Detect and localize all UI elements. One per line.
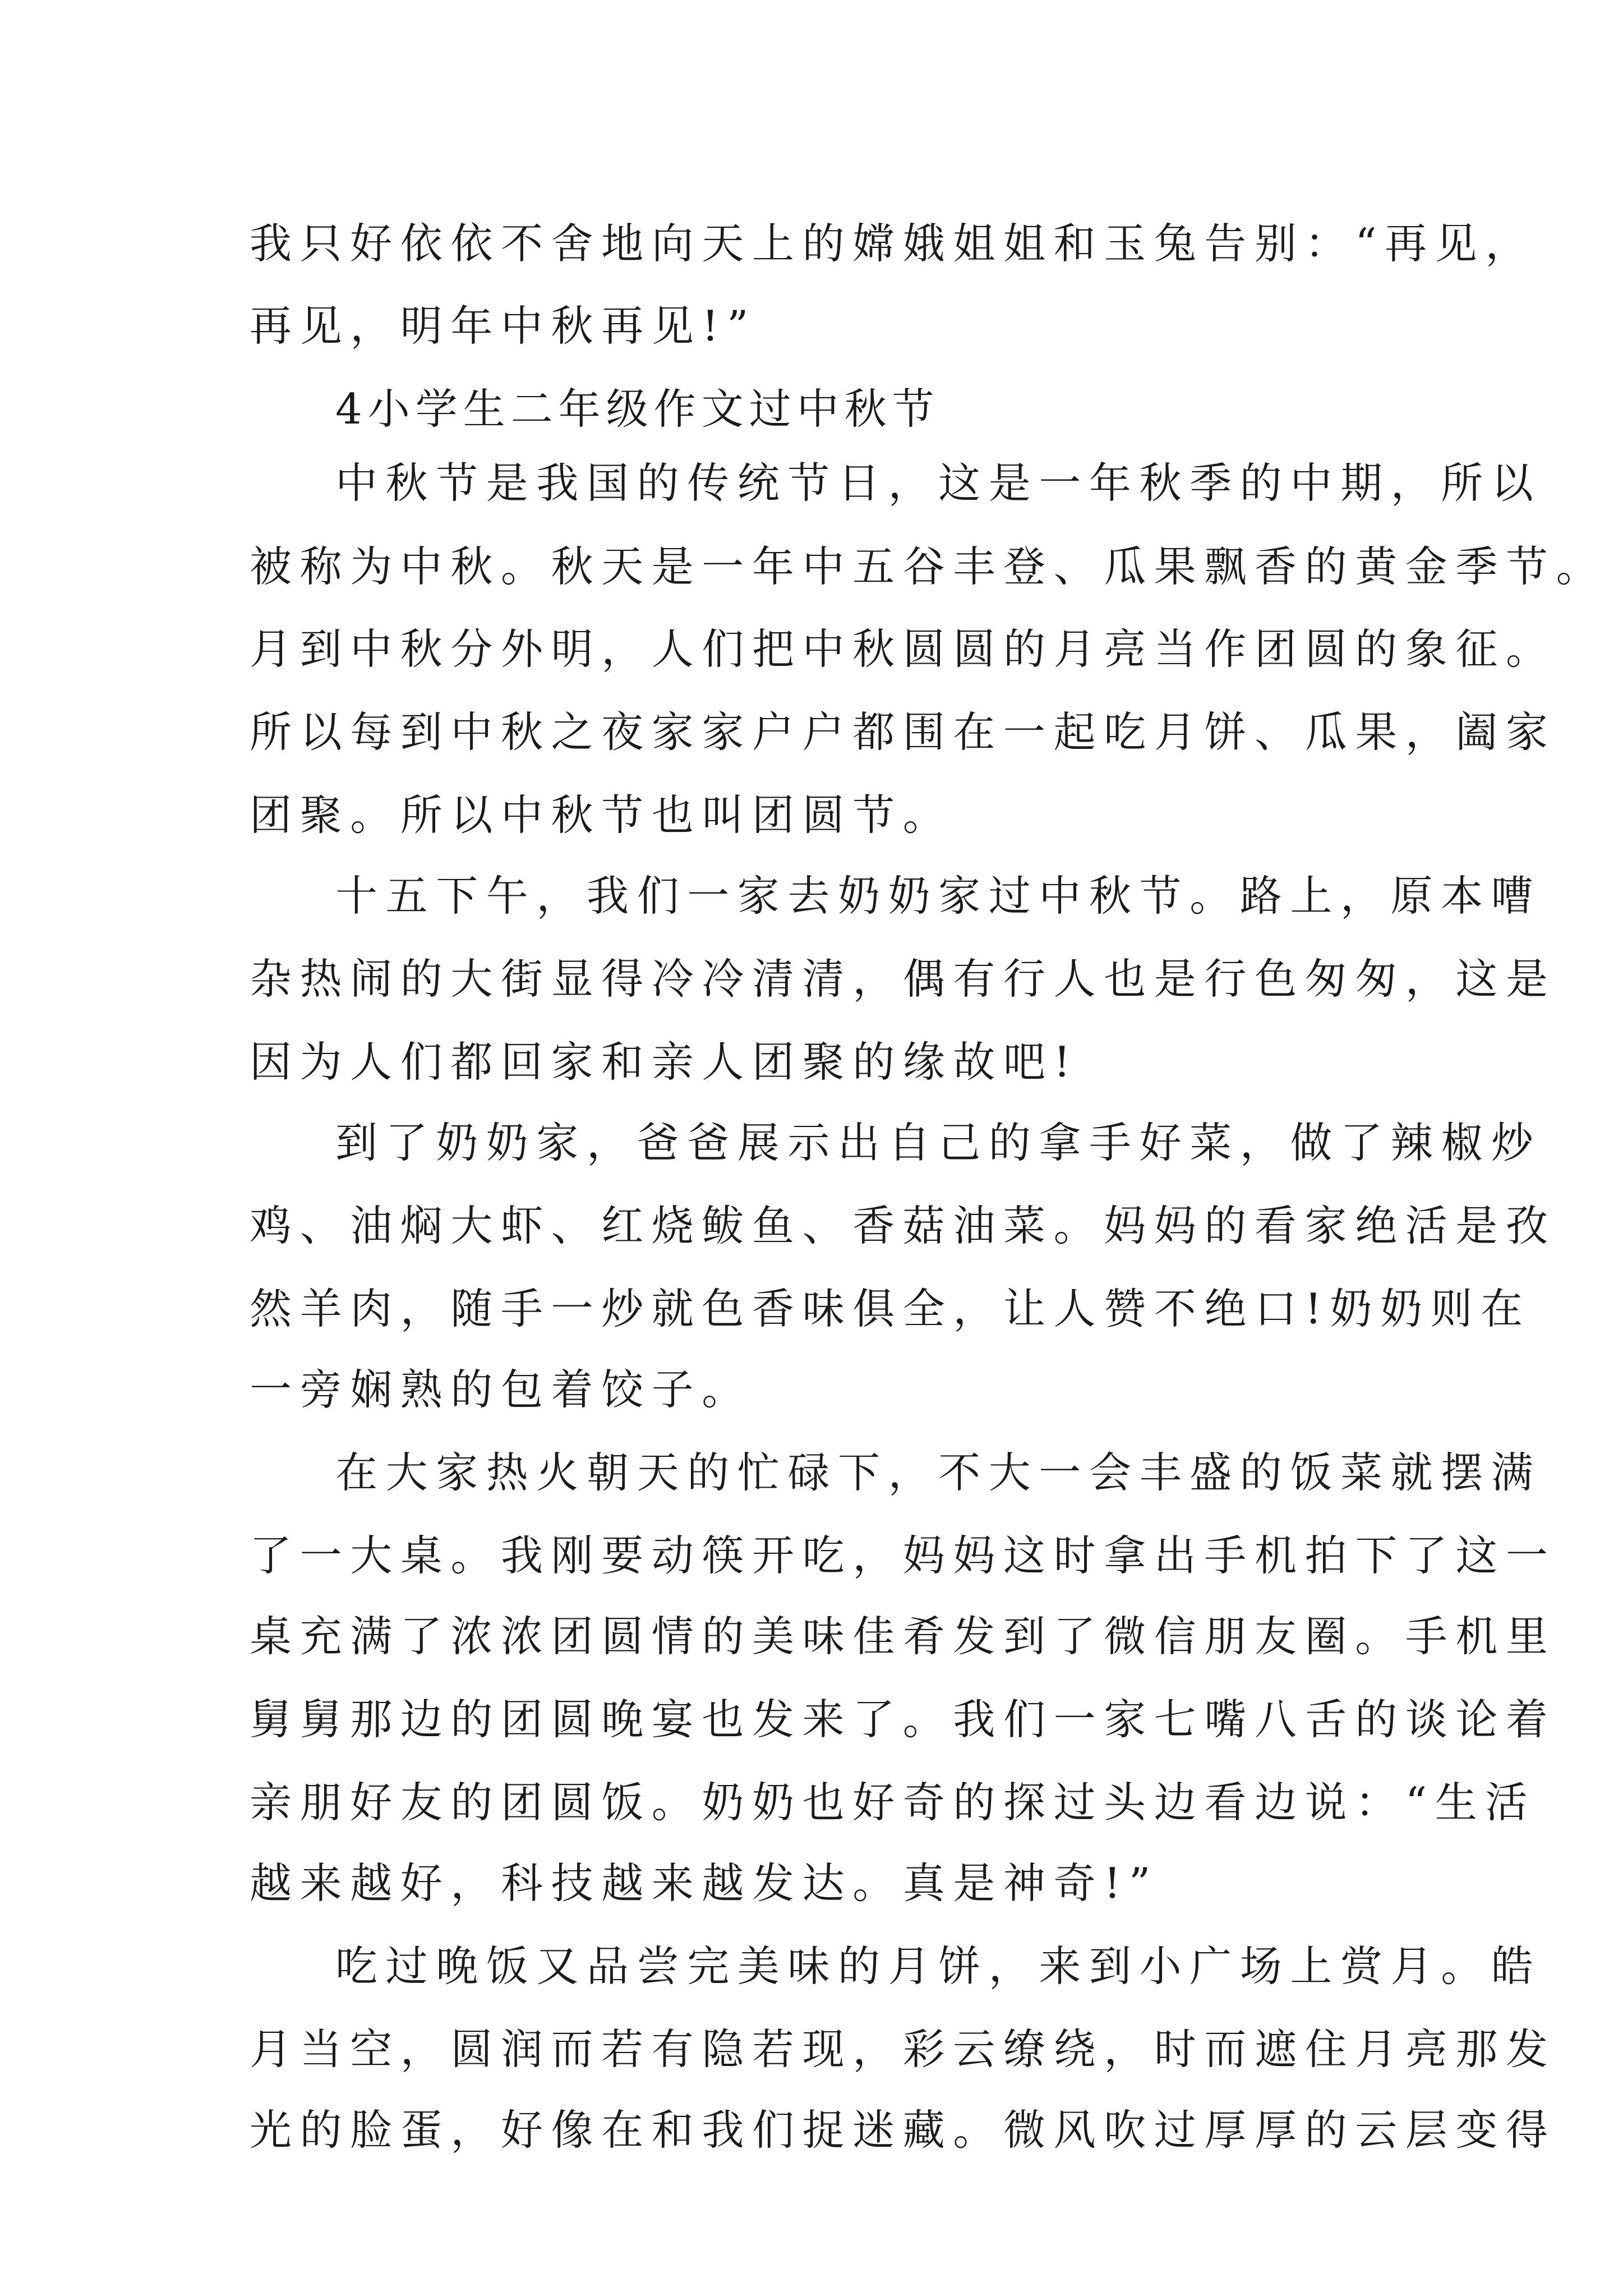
text-line: 越来越好，科技越来越发达。真是神奇!” xyxy=(250,1858,1159,1908)
text-line: 团聚。所以中秋节也叫团圆节。 xyxy=(250,790,953,840)
section-heading: 4小学生二年级作文过中秋节 xyxy=(335,384,940,434)
text-line: 杂热闹的大街显得冷冷清清，偶有行人也是行色匆匆，这是 xyxy=(250,954,1556,1004)
text-line: 亲朋好友的团圆饭。奶奶也好奇的探过头边看边说：“生活 xyxy=(250,1778,1536,1827)
text-line: 桌充满了浓浓团圆情的美味佳肴发到了微信朋友圈。手机里 xyxy=(250,1612,1556,1661)
text-line: 舅舅那边的团圆晚宴也发来了。我们一家七嘴八舌的谈论着 xyxy=(250,1695,1556,1744)
text-line: 再见，明年中秋再见!” xyxy=(250,301,757,351)
text-line: 月当空，圆润而若有隐若现，彩云缭绕，时而遮住月亮那发 xyxy=(250,2024,1556,2074)
text-line: 月到中秋分外明，人们把中秋圆圆的月亮当作团圆的象征。 xyxy=(250,624,1556,674)
text-line: 然羊肉，随手一炒就色香味俱全，让人赞不绝口!奶奶则在 xyxy=(250,1284,1531,1333)
text-line: 中秋节是我国的传统节日，这是一年秋季的中期，所以 xyxy=(335,458,1542,508)
text-line: 鸡、油焖大虾、红烧鲅鱼、香菇油菜。妈妈的看家绝活是孜 xyxy=(250,1201,1556,1250)
text-line: 吃过晚饭又品尝完美味的月饼，来到小广场上赏月。皓 xyxy=(335,1941,1542,1991)
text-line: 光的脸蛋，好像在和我们捉迷藏。微风吹过厚厚的云层变得 xyxy=(250,2105,1556,2155)
text-line: 到了奶奶家，爸爸展示出自己的拿手好菜，做了辣椒炒 xyxy=(335,1118,1542,1167)
text-line: 所以每到中秋之夜家家户户都围在一起吃月饼、瓜果，阖家 xyxy=(250,707,1556,757)
text-line: 我只好依依不舍地向天上的嫦娥姐姐和玉兔告别：“再见， xyxy=(250,219,1536,268)
text-line: 在大家热火朝天的忙碌下，不大一会丰盛的饭菜就摆满 xyxy=(335,1448,1542,1497)
text-line: 了一大桌。我刚要动筷开吃，妈妈这时拿出手机拍下了这一 xyxy=(250,1531,1556,1580)
text-line: 因为人们都回家和亲人团聚的缘故吧! xyxy=(250,1037,1079,1087)
text-line: 被称为中秋。秋天是一年中五谷丰登、瓜果飘香的黄金季节。 xyxy=(250,542,1607,591)
text-line: 十五下午，我们一家去奶奶家过中秋节。路上，原本嘈 xyxy=(335,871,1542,921)
text-line: 一旁娴熟的包着饺子。 xyxy=(250,1365,753,1414)
